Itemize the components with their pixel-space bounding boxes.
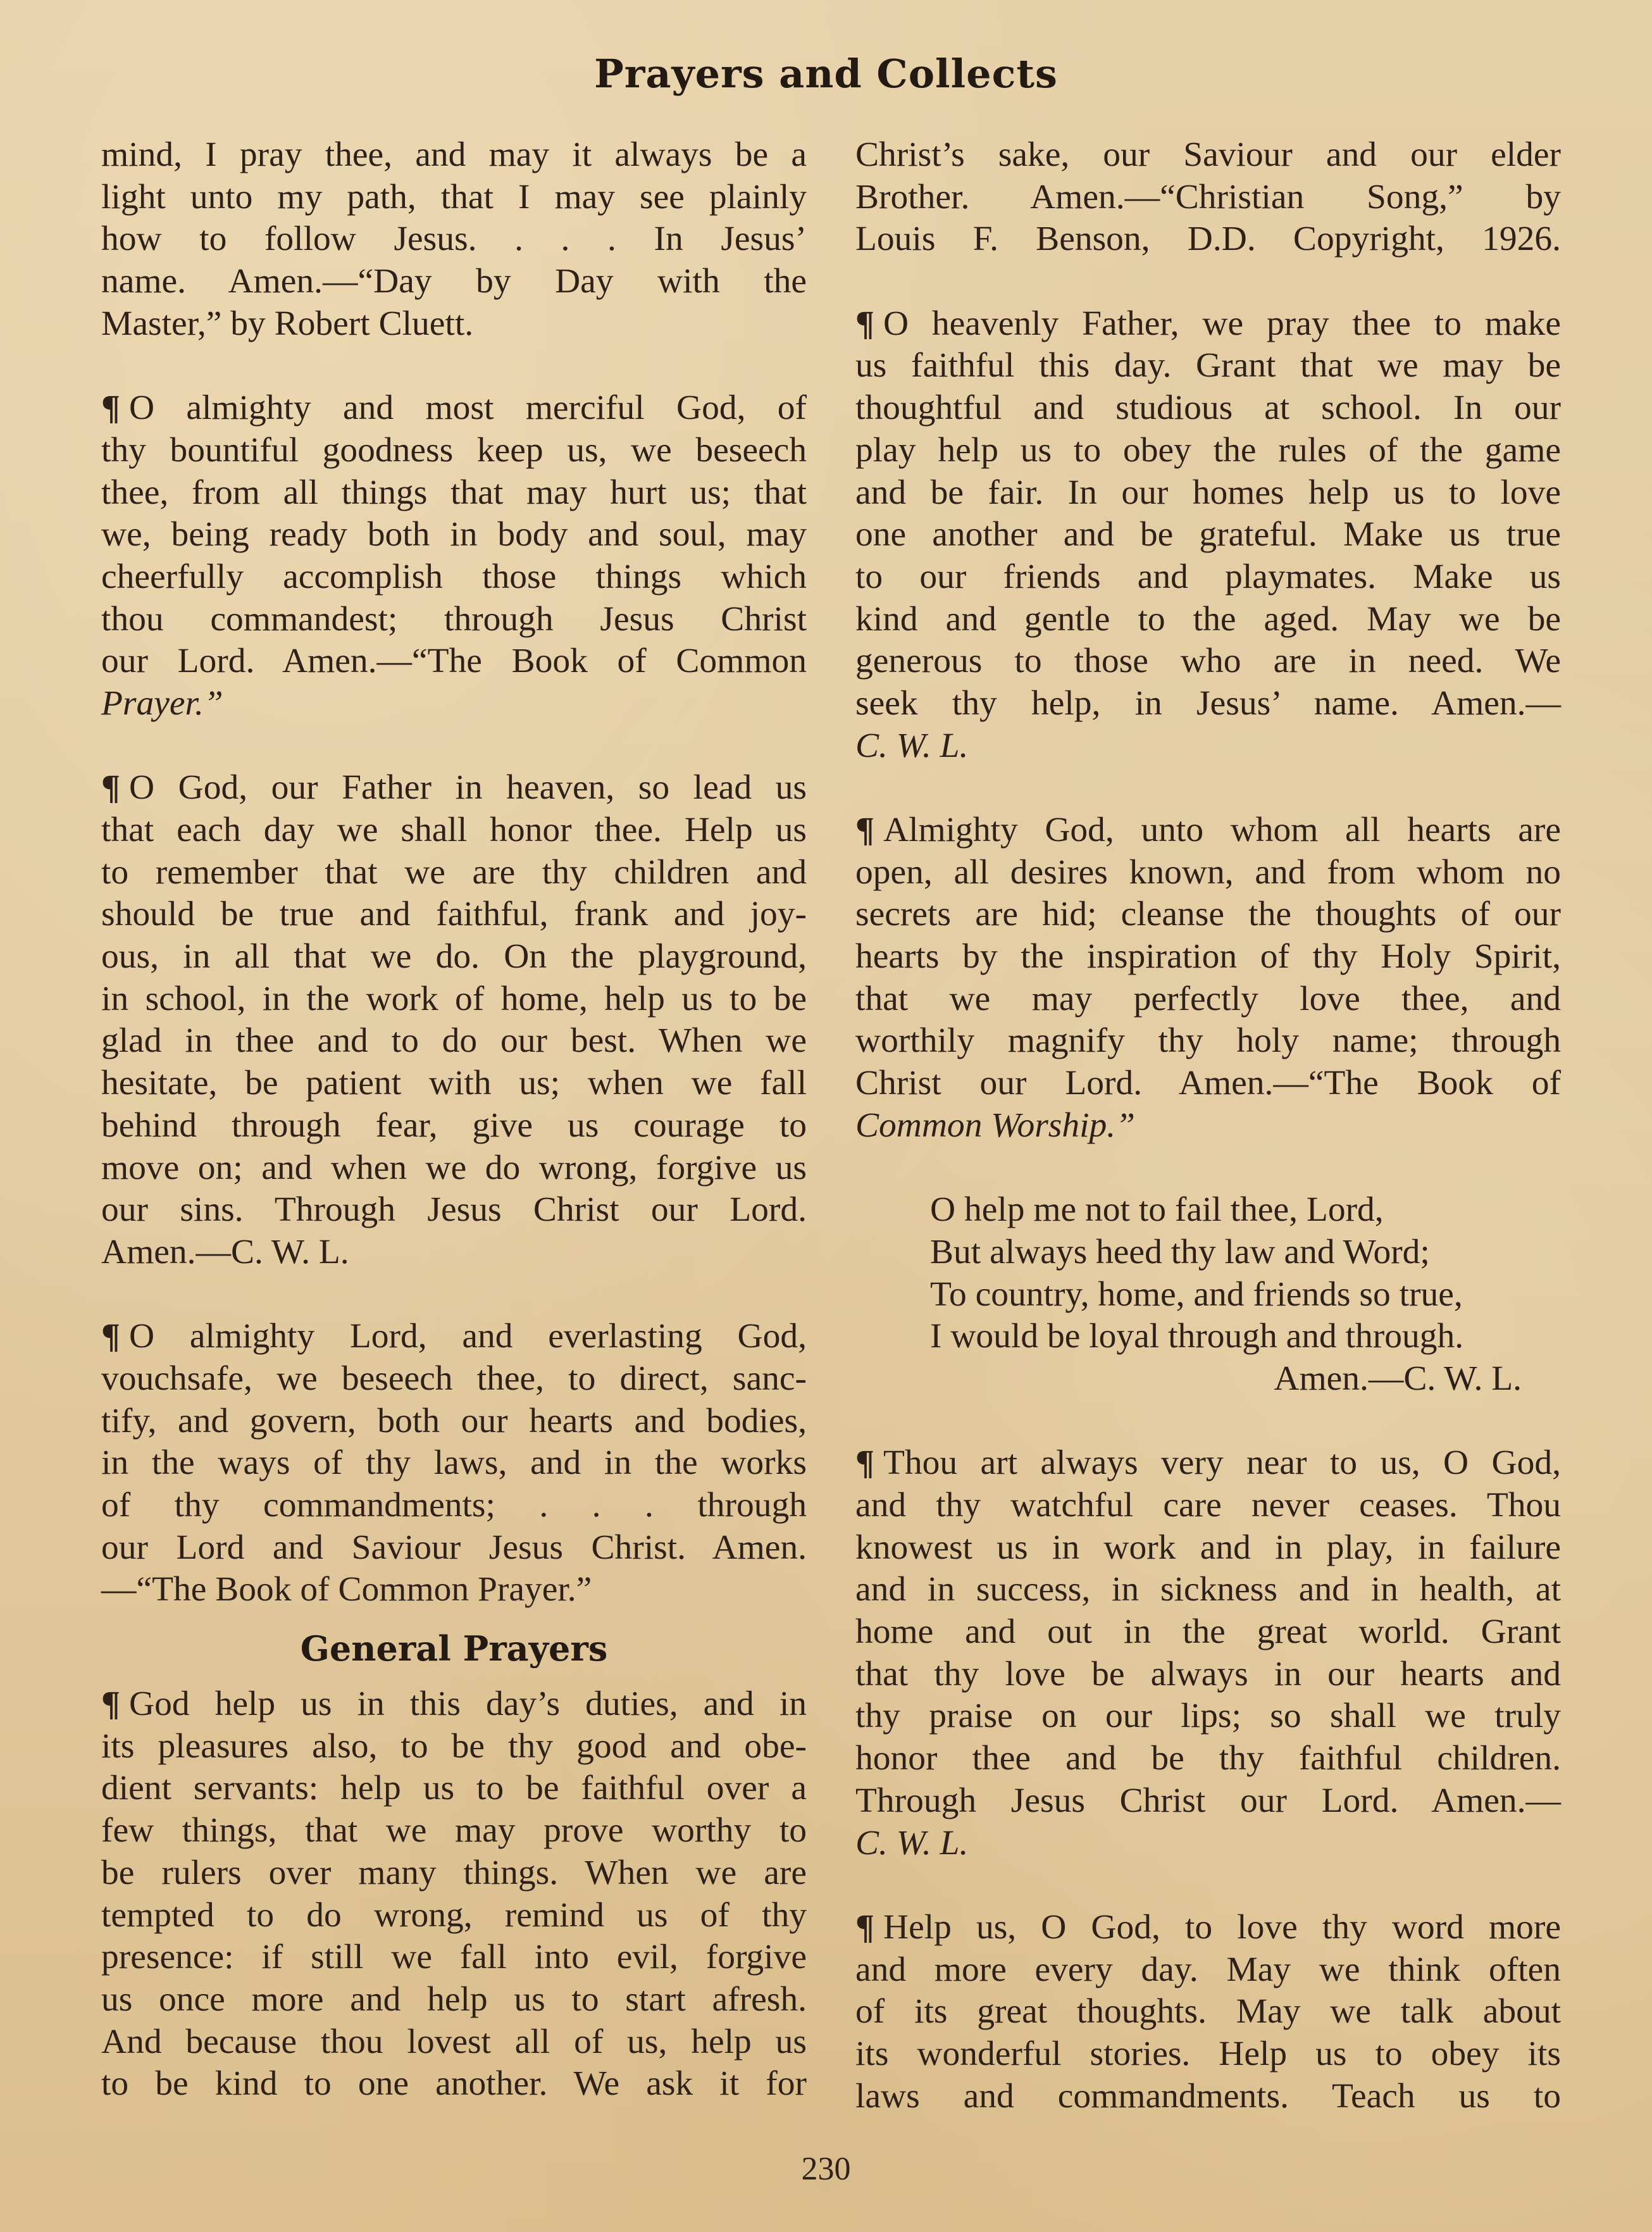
text-line: its wonderful stories. Help us to obey its <box>855 2034 1561 2073</box>
prayer-paragraph <box>855 134 1561 261</box>
pilcrow-icon: ¶ <box>101 768 120 807</box>
running-header: Prayers and Collects <box>594 51 1058 97</box>
left-column <box>101 134 807 2105</box>
pilcrow-icon: ¶ <box>855 1907 874 1947</box>
text-line: cheerfully accomplish those things which <box>101 557 807 596</box>
text-line: seek thy help, in Jesus’ name. Amen.— <box>855 683 1561 723</box>
text-line: us once more and help us to start afresh. <box>101 1979 807 2019</box>
text-line: ous, in all that we do. On the playground, <box>101 937 807 976</box>
text-line: to our friends and playmates. Make us <box>855 557 1561 596</box>
text-line: to be kind to one another. We ask it for <box>101 2064 807 2104</box>
verse-line: But always heed thy law and Word; <box>930 1232 1430 1271</box>
text-line: thy bountiful goodness keep us, we beseech <box>101 430 807 470</box>
text-line: our sins. Through Jesus Christ our Lord. <box>101 1190 807 1230</box>
text-line: hearts by the inspiration of thy Holy Spirit, <box>855 937 1561 976</box>
text-line: thou commandest; through Jesus Christ <box>101 599 807 639</box>
text-line: ¶ O God, our Father in heaven, so lead us <box>101 768 807 807</box>
text-line: and thy watchful care never ceases. Thou <box>855 1486 1561 1524</box>
verse-line: O help me not to fail thee, Lord, <box>930 1190 1384 1230</box>
text-line: ¶ Thou art always very near to us, O God, <box>855 1443 1561 1483</box>
prayer-paragraph <box>101 134 807 345</box>
text-line: Prayer.” <box>101 683 223 723</box>
text-line: light unto my path, that I may see plainly <box>101 177 807 216</box>
text-line: secrets are hid; cleanse the thoughts of our <box>855 895 1561 934</box>
text-line: thy praise on our lips; so shall we truly <box>855 1697 1561 1736</box>
verse-line: I would be loyal through and through. <box>930 1317 1464 1356</box>
prayer-paragraph <box>101 1316 807 1611</box>
paragraph-gap <box>855 1147 1561 1190</box>
text-line: of thy commandments; . . . through <box>101 1486 807 1524</box>
text-line: and be fair. In our homes help us to love <box>855 473 1561 512</box>
pilcrow-icon: ¶ <box>855 811 874 849</box>
text-line: home and out in the great world. Grant <box>855 1612 1561 1652</box>
text-line: that we may perfectly love thee, and <box>855 979 1561 1018</box>
text-line: few things, that we may prove worthy to <box>101 1811 807 1850</box>
text-line: hesitate, be patient with us; when we fall <box>101 1064 807 1103</box>
text-line: Common Worship.” <box>855 1106 1136 1145</box>
prayer-paragraph <box>101 767 807 1273</box>
paragraph-gap <box>101 1274 807 1316</box>
paragraph-gap <box>855 767 1561 809</box>
text-line: our Lord and Saviour Jesus Christ. Amen. <box>101 1528 807 1567</box>
text-line: tempted to do wrong, remind us of thy <box>101 1895 807 1935</box>
text-line: should be true and faithful, frank and joy- <box>101 895 807 934</box>
text-line: Christ our Lord. Amen.—“The Book of <box>855 1064 1561 1103</box>
text-line: open, all desires known, and from whom no <box>855 852 1561 892</box>
page-number: 230 <box>801 2151 851 2187</box>
prayer-paragraph <box>855 303 1561 768</box>
text-line: that thy love be always in our hearts and <box>855 1654 1561 1693</box>
paragraph-gap <box>101 725 807 768</box>
text-line: dient servants: help us to be faithful over a <box>101 1769 807 1808</box>
text-line: of its great thoughts. May we talk about <box>855 1992 1561 2031</box>
verse-line: To country, home, and friends so true, <box>930 1275 1463 1314</box>
pilcrow-icon: ¶ <box>101 1685 120 1724</box>
text-line: behind through fear, give us courage to <box>101 1106 807 1145</box>
text-line: Louis F. Benson, D.D. Copyright, 1926. <box>855 220 1561 259</box>
text-line: vouchsafe, we beseech thee, to direct, sanc- <box>101 1359 807 1398</box>
text-line: and more every day. May we think often <box>855 1950 1561 1989</box>
text-line: its pleasures also, to be thy good and obe- <box>101 1726 807 1766</box>
paragraph-gap <box>855 1400 1561 1443</box>
pilcrow-icon: ¶ <box>855 1443 874 1483</box>
prayer-paragraph <box>101 1683 807 2105</box>
paragraph-gap <box>855 261 1561 303</box>
text-line: us faithful this day. Grant that we may be <box>855 346 1561 385</box>
text-line: Christ’s sake, our Saviour and our elder <box>855 135 1561 174</box>
text-line: presence: if still we fall into evil, forgive <box>101 1938 807 1977</box>
text-line: move on; and when we do wrong, forgive us <box>101 1148 807 1187</box>
text-line: Through Jesus Christ our Lord. Amen.— <box>855 1781 1561 1820</box>
pilcrow-icon: ¶ <box>855 304 874 343</box>
prayer-paragraph <box>855 1907 1561 2117</box>
text-line: laws and commandments. Teach us to <box>855 2076 1561 2116</box>
text-line: in the ways of thy laws, and in the works <box>101 1443 807 1483</box>
prayer-paragraph <box>101 387 807 725</box>
pilcrow-icon: ¶ <box>101 1317 120 1356</box>
text-line: tify, and govern, both our hearts and bodies, <box>101 1401 807 1440</box>
text-line: ¶ Help us, O God, to love thy word more <box>855 1907 1561 1947</box>
text-line: ¶ O almighty and most merciful God, of <box>101 389 807 428</box>
text-line: mind, I pray thee, and may it always be a <box>101 135 807 174</box>
section-heading: General Prayers <box>300 1628 608 1669</box>
text-line: C. W. L. <box>855 1823 969 1862</box>
text-line: Brother. Amen.—“Christian Song,” by <box>855 177 1561 216</box>
text-line: ¶ O heavenly Father, we pray thee to make <box>855 304 1561 343</box>
text-line: —“The Book of Common Prayer.” <box>101 1570 592 1609</box>
pilcrow-icon: ¶ <box>101 389 120 428</box>
text-line: in school, in the work of home, help us to be <box>101 979 807 1018</box>
text-line: Master,” by Robert Cluett. <box>101 304 474 343</box>
text-line: worthily magnify thy holy name; through <box>855 1021 1561 1061</box>
text-line: kind and gentle to the aged. May we be <box>855 599 1561 639</box>
text-line: And because thou lovest all of us, help us <box>101 2022 807 2061</box>
verse-signature: Amen.—C. W. L. <box>1274 1359 1522 1398</box>
text-line: we, being ready both in body and soul, may <box>101 515 807 554</box>
text-line: one another and be grateful. Make us true <box>855 515 1561 554</box>
text-line: how to follow Jesus. . . . In Jesus’ <box>101 220 807 259</box>
right-column <box>855 134 1561 2117</box>
text-line: and in success, in sickness and in health, at <box>855 1570 1561 1609</box>
paragraph-gap <box>855 1864 1561 1907</box>
text-line: play help us to obey the rules of the game <box>855 430 1561 470</box>
paragraph-gap <box>101 345 807 387</box>
text-line: Amen.—C. W. L. <box>101 1232 349 1271</box>
text-line: glad in thee and to do our best. When we <box>101 1021 807 1061</box>
text-line: be rulers over many things. When we are <box>101 1853 807 1892</box>
verse-stanza <box>855 1189 1561 1400</box>
prayer-paragraph <box>855 809 1561 1147</box>
text-line: to remember that we are thy children and <box>101 852 807 892</box>
text-line: C. W. L. <box>855 726 969 765</box>
text-line: honor thee and be thy faithful children. <box>855 1739 1561 1778</box>
text-line: thoughtful and studious at school. In our <box>855 389 1561 428</box>
text-line: ¶ Almighty God, unto whom all hearts are <box>855 811 1561 849</box>
text-line: knowest us in work and in play, in failure <box>855 1528 1561 1567</box>
text-line: name. Amen.—“Day by Day with the <box>101 262 807 301</box>
prayer-paragraph <box>855 1442 1561 1864</box>
text-line: thee, from all things that may hurt us; that <box>101 473 807 512</box>
text-line: ¶ O almighty Lord, and everlasting God, <box>101 1317 807 1356</box>
text-line: ¶ God help us in this day’s duties, and in <box>101 1685 807 1724</box>
text-line: generous to those who are in need. We <box>855 642 1561 681</box>
text-line: that each day we shall honor thee. Help us <box>101 811 807 849</box>
text-line: our Lord. Amen.—“The Book of Common <box>101 642 807 681</box>
